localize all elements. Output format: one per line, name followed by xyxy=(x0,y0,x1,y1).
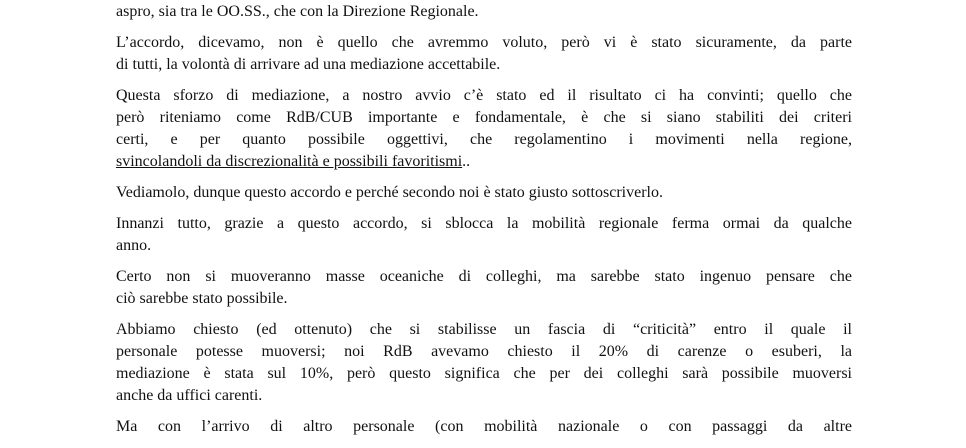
paragraph-partial-bottom xyxy=(116,416,852,438)
paragraph-mediazione xyxy=(116,85,852,173)
text-fragment: .. xyxy=(462,153,471,170)
text-line: Certo non si muoveranno masse oceaniche di colleghi, ma sarebbe stato ingenuo pensare che xyxy=(116,268,852,285)
text-line: personale potesse muoversi; noi RdB avevamo chiesto il 20% di carenze o esuberi, la xyxy=(116,343,852,360)
paragraph-innanzi xyxy=(116,213,852,257)
text-line: Questa sforzo di mediazione, a nostro avvio c’è stato ed il risultato ci ha convinti; quello che xyxy=(116,87,852,104)
document-body xyxy=(116,1,852,447)
text-line: Vediamolo, dunque questo accordo e perché secondo noi è stato giusto sottoscriverlo. xyxy=(116,184,663,201)
paragraph-accordo xyxy=(116,32,852,76)
paragraph-vediamolo xyxy=(116,182,852,204)
text-line: anche da uffici carenti. xyxy=(116,387,263,404)
text-line: aspro, sia tra le OO.SS., che con la Direzione Regionale. xyxy=(116,3,479,20)
text-line: di tutti, la volontà di arrivare ad una mediazione accettabile. xyxy=(116,56,501,73)
text-line: Innanzi tutto, grazie a questo accordo, si sblocca la mobilità regionale ferma ormai da qualche xyxy=(116,215,852,232)
text-line: mediazione è stata sul 10%, però questo significa che per dei colleghi sarà possibile muoversi xyxy=(116,365,852,382)
text-line: anno. xyxy=(116,237,152,254)
text-line: Abbiamo chiesto (ed ottenuto) che si stabilisse un fascia di “criticità” entro il quale il xyxy=(116,321,852,338)
text-line: però riteniamo come RdB/CUB importante e fondamentale, è che si siano stabiliti dei criteri xyxy=(116,109,852,126)
underlined-text: svincolandoli da discrezionalità e possibili favoritismi xyxy=(116,153,463,170)
paragraph-partial-top xyxy=(116,1,852,23)
text-line: Ma con l’arrivo di altro personale (con mobilità nazionale o con passaggi da altre xyxy=(116,418,852,435)
paragraph-certo xyxy=(116,266,852,310)
text-line: ciò sarebbe stato possibile. xyxy=(116,290,288,307)
paragraph-criticita xyxy=(116,319,852,407)
text-line: L’accordo, dicevamo, non è quello che avremmo voluto, però vi è stato sicuramente, da parte xyxy=(116,34,852,51)
text-line xyxy=(116,151,852,173)
text-line: certi, e per quanto possibile oggettivi, che regolamentino i movimenti nella regione, xyxy=(116,131,852,148)
